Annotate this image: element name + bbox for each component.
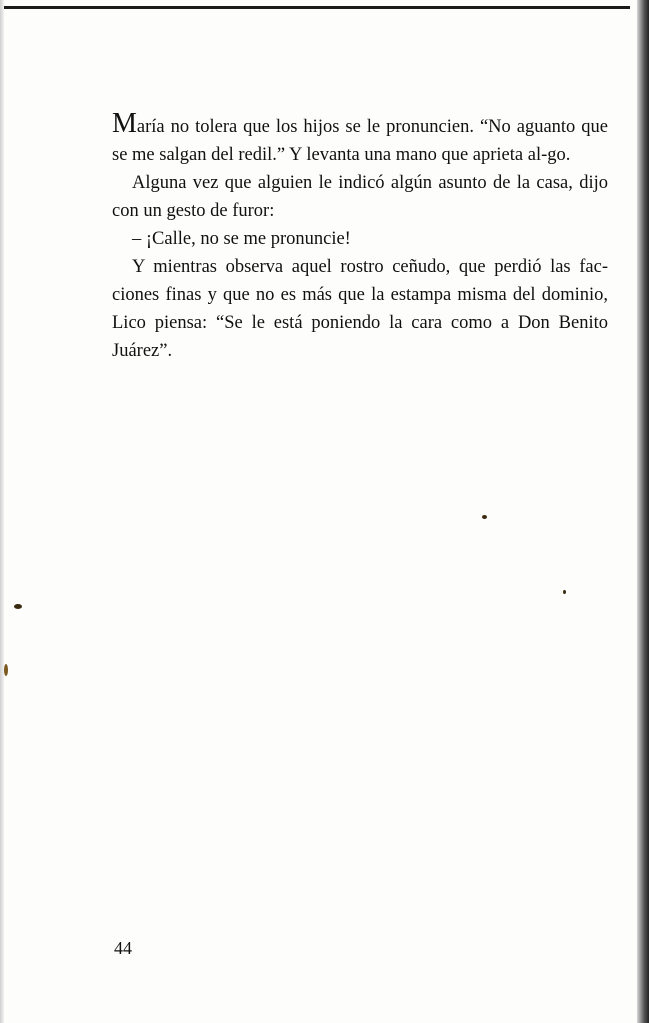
- ink-speck: [14, 604, 22, 609]
- paragraph-text: aría no tolera que los hijos se le pronuncien. “No aguanto que se me salgan del redil.” Y levanta una mano que aprieta al-go.: [112, 117, 608, 165]
- initial-letter: M: [112, 108, 137, 139]
- right-page-edge: [637, 0, 649, 1023]
- paragraph-2: [112, 169, 608, 225]
- body-text: [112, 110, 608, 365]
- page-number: 44: [114, 938, 132, 958]
- left-page-edge: [0, 0, 4, 1023]
- paragraph-text: – ¡Calle, no se me pronuncie!: [132, 229, 351, 249]
- ink-speck: [482, 515, 487, 519]
- dialogue-line: [112, 225, 608, 253]
- ink-speck: [4, 664, 8, 676]
- ink-speck: [563, 590, 566, 594]
- paragraph-4: [112, 253, 608, 365]
- paragraph-text: Alguna vez que alguien le indicó algún asunto de la casa, dijo con un gesto de furor:: [112, 173, 608, 221]
- paragraph-text: Y mientras observa aquel rostro ceñudo, que perdió las fac-ciones finas y que no es más que la estampa misma del dominio, Lico piensa: “Se le está poniendo la cara como a Don Benito Juárez”.: [112, 257, 608, 361]
- top-rule: [0, 6, 630, 9]
- paragraph-1: [112, 110, 608, 169]
